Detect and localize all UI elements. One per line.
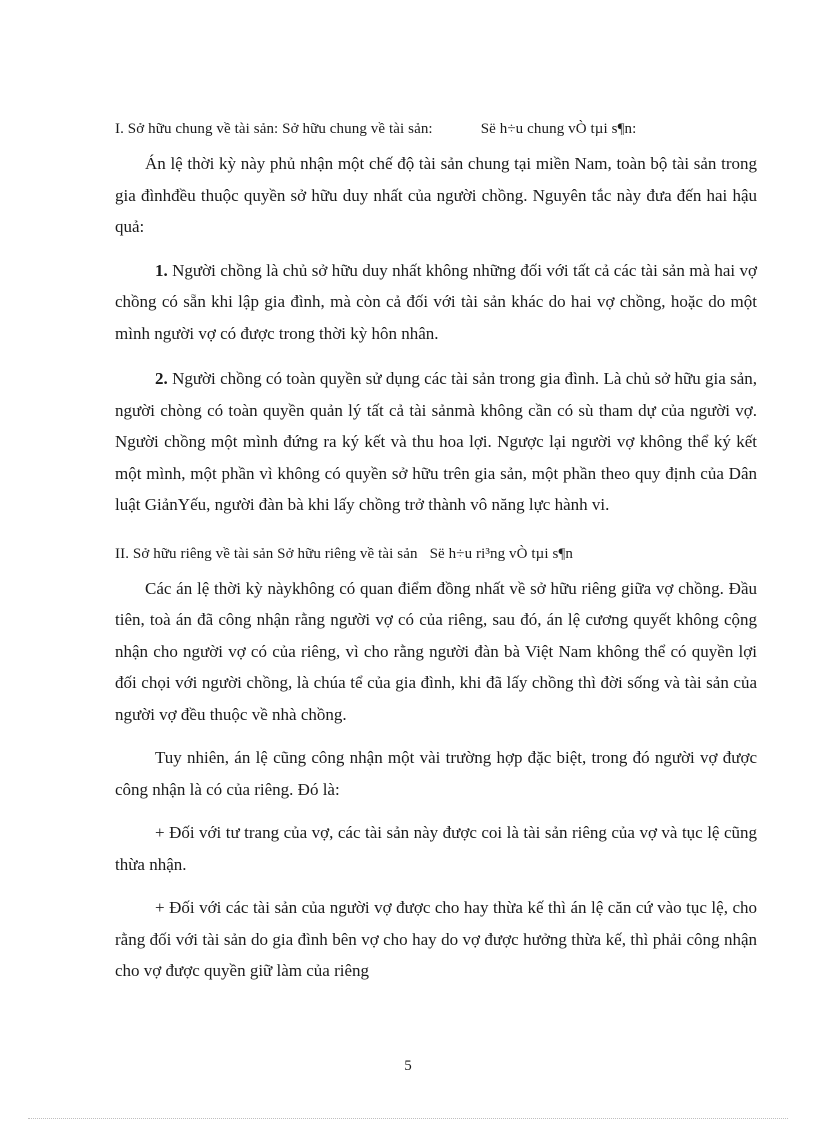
section-2-heading — [115, 543, 757, 565]
section-2-bullet-1: + Đối với tư trang của vợ, các tài sản này được coi là tài sản riêng của vợ và tục lệ cũng thừa nhận. — [115, 823, 757, 874]
item-2-number: 2. — [155, 369, 168, 388]
section-1-intro-paragraph: Án lệ thời kỳ này phủ nhận một chế độ tài sản chung tại miền Nam, toàn bộ tài sản trong gia đìnhđều thuộc quyền sở hữu duy nhất của người chồng. Nguyên tắc này đưa đến hai hậu quả: — [115, 154, 757, 236]
section-2-paragraph-2: Tuy nhiên, án lệ cũng công nhận một vài trường hợp đặc biệt, trong đó người vợ được công nhận là có của riêng. Đó là: — [115, 748, 757, 799]
section-2-paragraph-1: Các án lệ thời kỳ nàykhông có quan điểm đồng nhất về sở hữu riêng giữa vợ chồng. Đầu tiên, toà án đã công nhận rằng người vợ có của riêng, sau đó, án lệ cương quyết không cộng nhận cho người vợ có của riêng, vì cho rằng người đàn bà Việt Nam không thể có quyền lợi đối chọi với người chồng, là chúa tể của gia đình, khi đã lấy chồng thì đời sống và tài sản của người vợ đều thuộc về nhà chồng. — [115, 578, 757, 724]
section-1-heading — [115, 118, 757, 140]
page-content — [115, 118, 757, 987]
section-2-heading-text: II. Sở hữu riêng về tài sản Sở hữu riêng về tài sản — [115, 545, 418, 562]
item-1-text: Người chồng là chủ sở hữu duy nhất không những đối với tất cả các tài sản mà hai vợ chồng có sẵn khi lập gia đình, mà còn cả đối với tài sản khác do hai vợ chồng, hoặc do một mình người vợ có được trong thời kỳ hôn nhân. — [115, 260, 758, 343]
section-2-heading-garbled: Së h÷u ri³ng vÒ tµi s¶n — [429, 545, 573, 562]
section-1-item-2 — [115, 363, 757, 521]
page-number: 5 — [404, 1058, 412, 1074]
item-1-number: 1. — [155, 260, 168, 280]
section-1-heading-text: I. Sở hữu chung về tài sản: Sở hữu chung về tài sản: — [115, 121, 433, 137]
section-1-item-1 — [115, 255, 757, 350]
section-2-bullet-2: + Đối với các tài sản của người vợ được cho hay thừa kế thì án lệ căn cứ vào tục lệ, cho rằng đối với tài sản do gia đình bên vợ cho hay do vợ được hưởng thừa kế, thì phải công nhận cho vợ được quyền giữ làm của riêng — [115, 898, 757, 980]
footer-divider — [28, 1118, 788, 1119]
item-2-text: Người chồng có toàn quyền sử dụng các tài sản trong gia đình. Là chủ sở hữu gia sản, người chòng có toàn quyền quản lý tất cả tài sảnmà không cần có sù tham dự của người vợ. Người chồng một mình đứng ra ký kết và thu hoa lợi. Ngược lại người vợ không thể ký kết một mình, một phần vì không có quyền sở hữu trên gia sản, một phần theo quy định của Dân luật GiảnYếu, người đàn bà khi lấy chồng trở thành vô năng lực hành vi. — [115, 369, 757, 514]
section-1-heading-garbled: Së h÷u chung vÒ tµi s¶n: — [480, 121, 637, 137]
